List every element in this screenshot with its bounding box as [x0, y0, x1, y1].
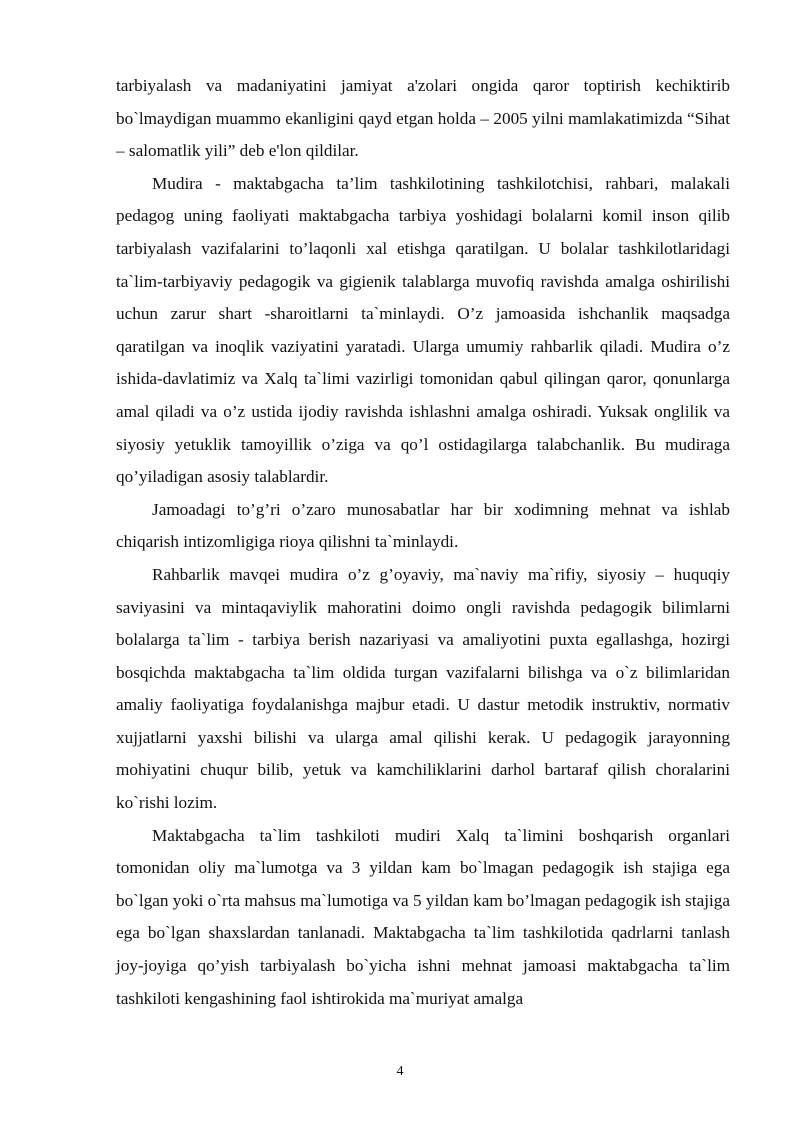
paragraph-leadership: Rahbarlik mavqei mudira o’z g’oyaviy, ma`naviy ma`rifiy, siyosiy – huquqiy saviyasini va mintaqaviylik mahoratini doimo ongli ravishda pedagogik bilimlarni bolalarga ta`lim - tarbiya berish nazariyasi va amaliyotini puxta egallashga, hozirgi bosqichda maktabgacha ta`lim oldida turgan vazifalarni bilishga va o`z bilimlaridan amaliy faoliyatiga foydalanishga majbur etadi. U dastur metodik instruktiv, normativ xujjatlarni yaxshi bilishi va ularga amal qilishi kerak. U pedagogik jarayonning mohiyatini chuqur bilib, yetuk va kamchiliklarini darhol bartaraf qilish choralarini ko`rishi lozim.: [116, 564, 730, 813]
body-text: [116, 70, 730, 1015]
paragraph-mudira-role: Mudira - maktabgacha ta’lim tashkilotining tashkilotchisi, rahbari, malakali pedagog uning faoliyati maktabgacha tarbiya yoshidagi bolalarni komil inson qilib tarbiyalash vazifalarini to’laqonli xal etishga qaratilgan. U bolalar tashkilotlaridagi ta`lim-tarbiyaviy pedagogik va gigienik talablarga muvofiq ravishda amalga oshirilishi uchun zarur shart -sharoitlarni ta`minlaydi. O’z jamoasida ishchanlik maqsadga qaratilgan va inoqlik vaziyatini yaratadi. Ularga umumiy rahbarlik qiladi. Mudira o’z ishida-davlatimiz va Xalq ta`limi vazirligi tomonidan qabul qilingan qaror, qonunlarga amal qiladi va o’z ustida ijodiy ravishda ishlashni amalga oshiradi. Yuksak onglilik va siyosiy yetuklik tamoyillik o’ziga va qo’l ostidagilarga talabchanlik. Bu mudiraga qo’yiladigan asosiy talablardir.: [116, 173, 730, 487]
paragraph-selection: Maktabgacha ta`lim tashkiloti mudiri Xalq ta`limini boshqarish organlari tomonidan oliy ma`lumotga va 3 yildan kam bo`lmagan pedagogik ish stajiga ega bo`lgan yoki o`rta mahsus ma`lumotiga va 5 yildan kam bo’lmagan pedagogik ish stajiga ega bo`lgan shaxslardan tanlanadi. Maktabgacha ta`lim tashkilotida qadrlarni tanlash joy-joyiga qo’yish tarbiyalash bo`yicha ishni mehnat jamoasi maktabgacha ta`lim tashkiloti kengashining faol ishtirokida ma`muriyat amalga: [116, 825, 730, 1008]
paragraph-continuation: tarbiyalash va madaniyatini jamiyat a'zolari ongida qaror toptirish kechiktirib bo`lmaydigan muammo ekanligini qayd etgan holda – 2005 yilni mamlakatimizda “Sihat – salomatlik yili” deb e'lon qildilar.: [116, 76, 730, 161]
page-number: 4: [396, 1064, 404, 1079]
paragraph-team-relations: Jamoadagi to’g’ri o’zaro munosabatlar har bir xodimning mehnat va ishlab chiqarish intizomligiga rioya qilishni ta`minlaydi.: [116, 499, 730, 552]
